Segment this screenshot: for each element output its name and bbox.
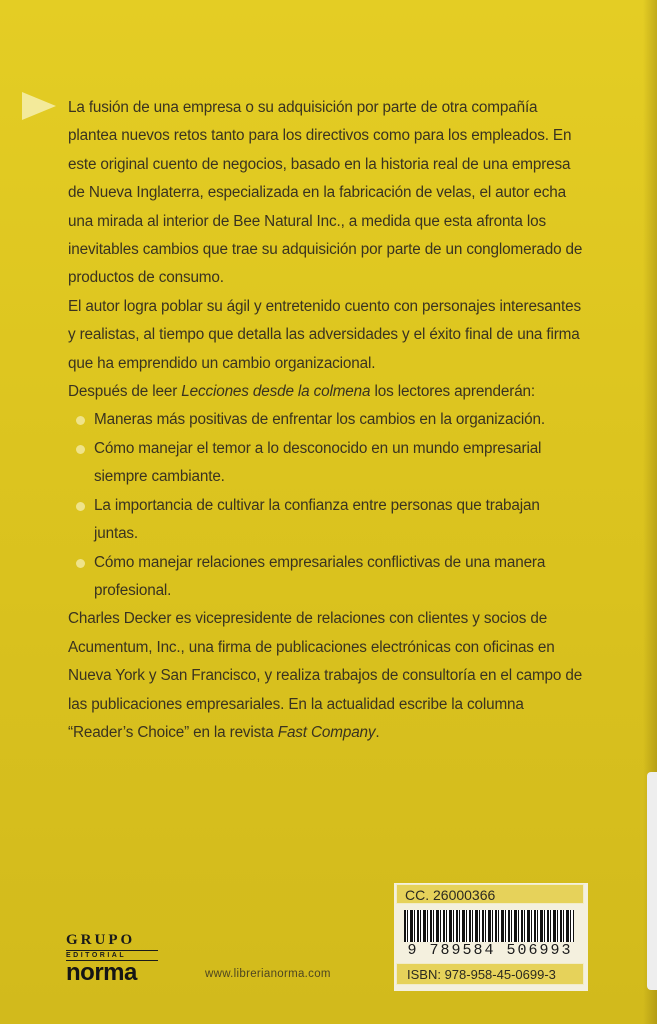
isbn-label: ISBN: 978-958-45-0699-3 xyxy=(396,963,584,985)
barcode-digits: 9 789584 506993 xyxy=(398,942,582,960)
catalog-code: CC. 26000366 xyxy=(396,884,584,904)
list-item: Cómo manejar el temor a lo desconocido en un mundo empresarial siempre cambiante. xyxy=(68,435,583,492)
logo-grupo: GRUPO xyxy=(66,932,136,948)
publisher-website: www.librerianorma.com xyxy=(205,968,331,980)
book-title: Lecciones desde la colmena xyxy=(181,383,371,401)
list-item: Cómo manejar relaciones empresariales conflictivas de una manera profesional. xyxy=(68,549,583,606)
author-bio xyxy=(68,605,583,747)
background-paper-strip xyxy=(647,772,657,990)
intro-before: Después de leer xyxy=(68,383,182,401)
intro-after: los lectores aprenderán: xyxy=(370,383,536,401)
list-item: La importancia de cultivar la confianza entre personas que trabajan juntas. xyxy=(68,492,583,549)
learning-intro xyxy=(68,378,583,406)
back-cover-text xyxy=(68,94,583,747)
list-item: Maneras más positivas de enfrentar los cambios en la organización. xyxy=(68,406,583,434)
learning-list xyxy=(68,406,583,605)
author-bio-end: . xyxy=(375,723,380,741)
publisher-logo xyxy=(66,933,162,985)
author-bio-text: Charles Decker es vicepresidente de relaciones con clientes y socios de Acumentum, Inc., una firma de publicaciones electrónicas con oficinas en Nueva York y San Francisco, y realiza trabajos de consultoría en el campo de las publicaciones empresariales. En la actualidad escribe la columna “Reader’s Choice” en la revista xyxy=(68,610,583,741)
logo-norma: norma xyxy=(66,959,137,986)
author-description-paragraph: El autor logra poblar su ágil y entretenido cuento con personajes interesantes y realistas, al tiempo que detalla las adversidades y el éxito final de una firma que ha emprendido un cambio organizacional. xyxy=(68,297,581,372)
play-arrow-icon xyxy=(22,92,56,120)
logo-editorial: EDITORIAL xyxy=(66,950,158,961)
synopsis-paragraph: La fusión de una empresa o su adquisición por parte de otra compañía plantea nuevos retos tanto para los directivos como para los empleados. En este original cuento de negocios, basado en la historia real de una empresa de Nueva Inglaterra, especializada en la fabricación de velas, el autor echa una mirada al interior de Bee Natural Inc., a medida que esta afronta los inevitables cambios que trae su adquisición por parte de un conglomerado de productos de consumo. xyxy=(68,99,583,287)
magazine-name: Fast Company xyxy=(277,723,376,741)
